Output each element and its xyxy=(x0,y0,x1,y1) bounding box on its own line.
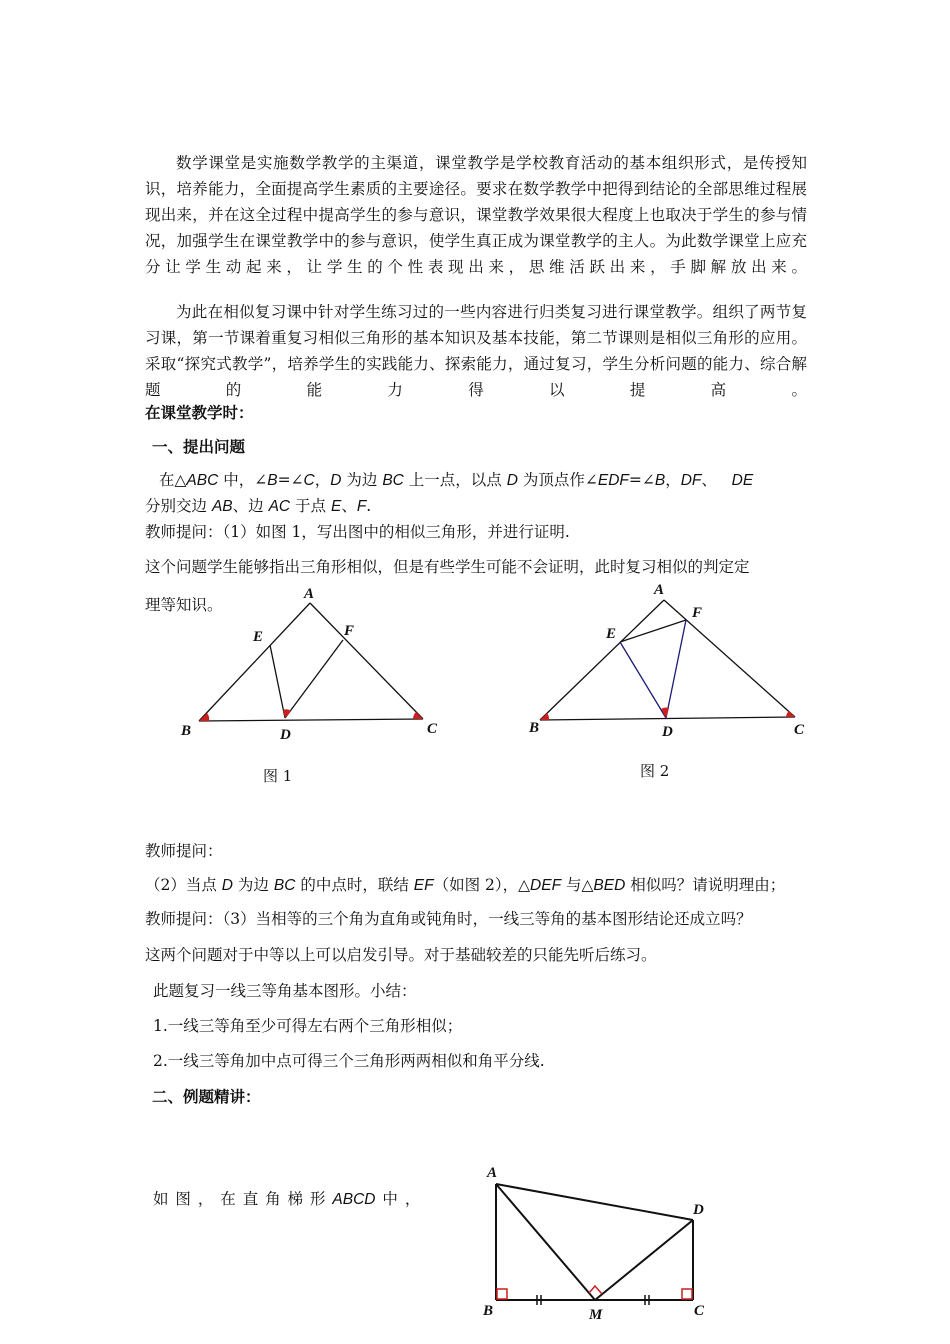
label-F-fig2: F xyxy=(692,605,703,621)
right-angle-B xyxy=(497,1289,507,1299)
teacher-question-2-prefix: 教师提问： xyxy=(145,842,223,860)
label-C-fig1: C xyxy=(427,721,438,737)
section-2-title: 二、例题精讲： xyxy=(152,1087,261,1106)
problem-statement-line2: 分别交边 AB、边 AC 于点 E、F. xyxy=(145,497,372,515)
label-C-trap: C xyxy=(694,1303,705,1319)
right-angle-M xyxy=(589,1286,602,1294)
label-E-fig2: E xyxy=(606,626,617,642)
note-2: 这两个问题对于中等以上可以启发引导。对于基础较差的只能先听后练习。 xyxy=(145,946,657,964)
right-angle-C xyxy=(682,1289,692,1299)
summary-title: 此题复习一线三等角基本图形。小结： xyxy=(153,982,417,1000)
problem-statement: 在△ABC 中，∠B=∠C，D 为边 BC 上一点，以点 D 为顶点作∠EDF=∠B，DF、 DE xyxy=(159,471,754,489)
label-D-trap: D xyxy=(693,1202,704,1218)
teacher-question-1: 教师提问：（1）如图 1，写出图中的相似三角形，并进行证明. xyxy=(145,523,570,541)
teacher-question-3: 教师提问：（3）当相等的三个角为直角或钝角时，一线三等角的基本图形结论还成立吗？ xyxy=(145,910,752,928)
note-1-line1: 这个问题学生能够指出三角形相似，但是有些学生可能不会证明，此时复习相似的判定定 xyxy=(145,558,750,576)
summary-item-2: 2.一线三等角加中点可得三个三角形两两相似和角平分线. xyxy=(153,1052,545,1070)
label-C-fig2: C xyxy=(794,722,805,738)
heading-classroom: 在课堂教学时： xyxy=(145,403,254,422)
figure-2-caption: 图 2 xyxy=(640,762,670,780)
label-A-fig1: A xyxy=(304,586,315,602)
label-B-fig2: B xyxy=(529,720,540,736)
label-A-trap: A xyxy=(487,1165,498,1181)
intro-paragraph-1: 数学课堂是实施数学教学的主渠道，课堂教学是学校教育活动的基本组织形式，是传授知识，培养能力，全面提高学生素质的主要途径。要求在数学教学中把得到结论的全部思维过程展现出来，并在这全过程中提高学生的参与意识，课堂教学效果很大程度上也取决于学生的参与情况，加强学生在课堂教学中的参与意识，使学生真正成为课堂教学的主人。为此数学课堂上应充分让学生动起来，让学生的个性表现出来，思维活跃出来，手脚解放出来。 xyxy=(145,154,807,276)
label-B-trap: B xyxy=(483,1303,494,1319)
label-D-fig2: D xyxy=(662,724,673,740)
note-1-line2: 理等知识。 xyxy=(145,596,223,614)
label-B-fig1: B xyxy=(181,723,192,739)
example-text: 如 图 ， 在 直 角 梯 形 ABCD 中 ， xyxy=(153,1190,421,1208)
label-E-fig1: E xyxy=(253,629,264,645)
label-F-fig1: F xyxy=(344,623,355,639)
figure-1-caption: 图 1 xyxy=(263,767,293,785)
teacher-question-2: （2）当点 D 为边 BC 的中点时，联结 EF（如图 2），△DEF 与△BED 相似吗？请说明理由； xyxy=(145,876,786,894)
intro-paragraph-2: 为此在相似复习课中针对学生练习过的一些内容进行归类复习进行课堂教学。组织了两节复习课，第一节课着重复习相似三角形的基本知识及基本技能，第二节课则是相似三角形的应用。采取“探究式教学”，培养学生的实践能力、探索能力，通过复习，学生分析问题的能力、综合解题的能力得以提高。 xyxy=(145,303,807,399)
section-1-title: 一、提出问题 xyxy=(152,437,246,456)
summary-item-1: 1.一线三等角至少可得左右两个三角形相似； xyxy=(153,1017,463,1035)
label-D-fig1: D xyxy=(280,727,291,743)
label-M-trap: M xyxy=(589,1307,603,1323)
label-A-fig2: A xyxy=(654,582,665,598)
